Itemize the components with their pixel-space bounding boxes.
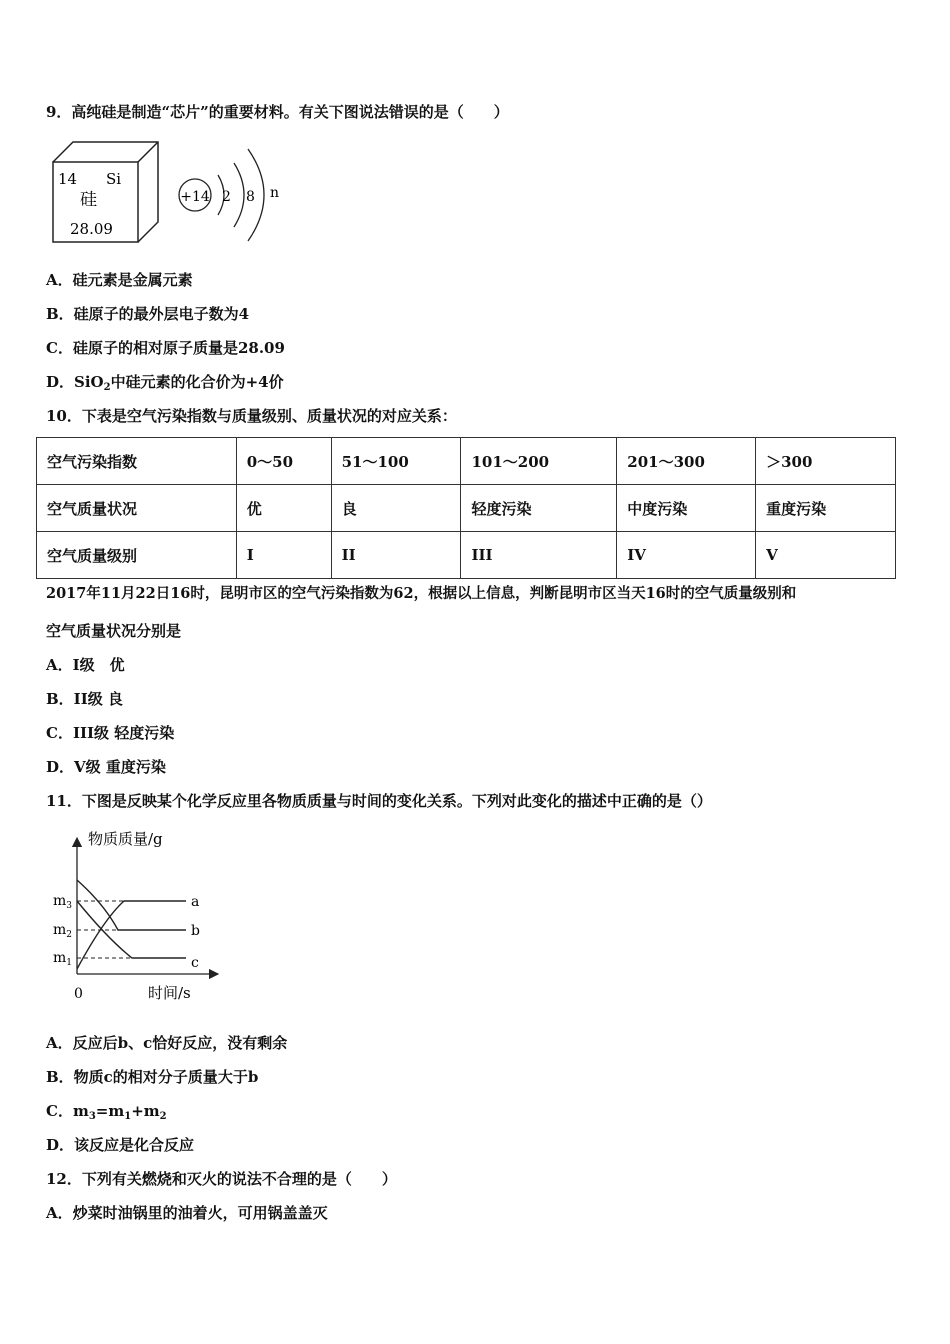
table-cell: II	[331, 532, 461, 579]
table-cell: 51～100	[331, 438, 461, 485]
q12-option-a: A．炒菜时油锅里的油着火，可用锅盖盖灭	[46, 1204, 328, 1222]
table-cell: 0～50	[236, 438, 331, 485]
table-cell: 中度污染	[617, 485, 756, 532]
element-symbol: Si	[106, 170, 122, 188]
q11-option-b: B．物质c的相对分子质量大于b	[46, 1068, 259, 1086]
shell-3-count: n	[270, 185, 280, 201]
table-row	[37, 532, 896, 579]
table-cell: 重度污染	[756, 485, 896, 532]
q10-stem: 10．下表是空气污染指数与质量级别、质量状况的对应关系：	[46, 407, 457, 425]
tick-m2: $m_2$	[53, 922, 73, 940]
shell-arc-2	[234, 163, 244, 227]
mass-time-graph	[46, 824, 236, 1006]
q11-option-c: C．$m_3=m_1+m_2$	[46, 1102, 167, 1122]
q10-text-2: 空气质量状况分别是	[46, 622, 182, 640]
shell-1-count: 2	[222, 189, 231, 205]
table-cell: 空气质量状况	[37, 485, 237, 532]
y-axis-label: 物质质量/g	[88, 830, 163, 848]
table-cell: V	[756, 532, 896, 579]
table-cell: 良	[331, 485, 461, 532]
q10-option-a: A．I级 优	[46, 656, 125, 674]
table-row	[37, 485, 896, 532]
table-cell: 空气质量级别	[37, 532, 237, 579]
curve-b	[77, 880, 186, 930]
q9-option-d: D．SiO$_2$中硅元素的化合价为+4价	[46, 373, 284, 393]
nucleus-charge: +14	[180, 189, 210, 205]
q11-option-a: A．反应后b、c恰好反应，没有剩余	[46, 1034, 288, 1052]
table-row	[37, 438, 896, 485]
table-cell: 轻度污染	[461, 485, 617, 532]
curve-label-a: a	[191, 894, 200, 910]
element-mass: 28.09	[70, 220, 113, 238]
q10-option-c: C．III级 轻度污染	[46, 724, 175, 742]
table-cell: IV	[617, 532, 756, 579]
origin-label: 0	[74, 986, 83, 1002]
q11-option-d: D．该反应是化合反应	[46, 1136, 195, 1154]
table-cell: 空气污染指数	[37, 438, 237, 485]
q10-text-1: 2017年11月22日16时，昆明市区的空气污染指数为62，根据以上信息，判断昆明市区当天16时的空气质量级别和	[46, 585, 797, 602]
tick-m3: $m_3$	[53, 893, 73, 911]
shell-2-count: 8	[246, 189, 255, 205]
table-cell: I	[236, 532, 331, 579]
q10-option-d: D．V级 重度污染	[46, 758, 166, 776]
q9-option-b: B．硅原子的最外层电子数为4	[46, 305, 250, 323]
q9-figure	[48, 135, 298, 253]
table-cell: 优	[236, 485, 331, 532]
q10-option-b: B．II级 良	[46, 690, 123, 708]
element-name: 硅	[80, 190, 97, 210]
curve-label-c: c	[191, 955, 199, 971]
element-number: 14	[58, 170, 78, 188]
tick-m1: $m_1$	[53, 950, 73, 968]
air-quality-table	[36, 437, 896, 579]
q9-stem: 9．高纯硅是制造“芯片”的重要材料。有关下图说法错误的是（ ）	[46, 103, 509, 121]
q11-stem: 11．下图是反映某个化学反应里各物质质量与时间的变化关系。下列对此变化的描述中正确的是（）	[46, 792, 712, 810]
curve-label-b: b	[191, 923, 200, 939]
q9-option-c: C．硅原子的相对原子质量是28.09	[46, 339, 285, 357]
table-cell: ＞300	[756, 438, 896, 485]
table-cell: III	[461, 532, 617, 579]
table-cell: 101～200	[461, 438, 617, 485]
table-cell: 201～300	[617, 438, 756, 485]
x-axis-label: 时间/s	[148, 984, 191, 1002]
q9-option-a: A．硅元素是金属元素	[46, 271, 193, 289]
q12-stem: 12．下列有关燃烧和灭火的说法不合理的是（ ）	[46, 1170, 397, 1188]
curve-a	[77, 901, 186, 969]
